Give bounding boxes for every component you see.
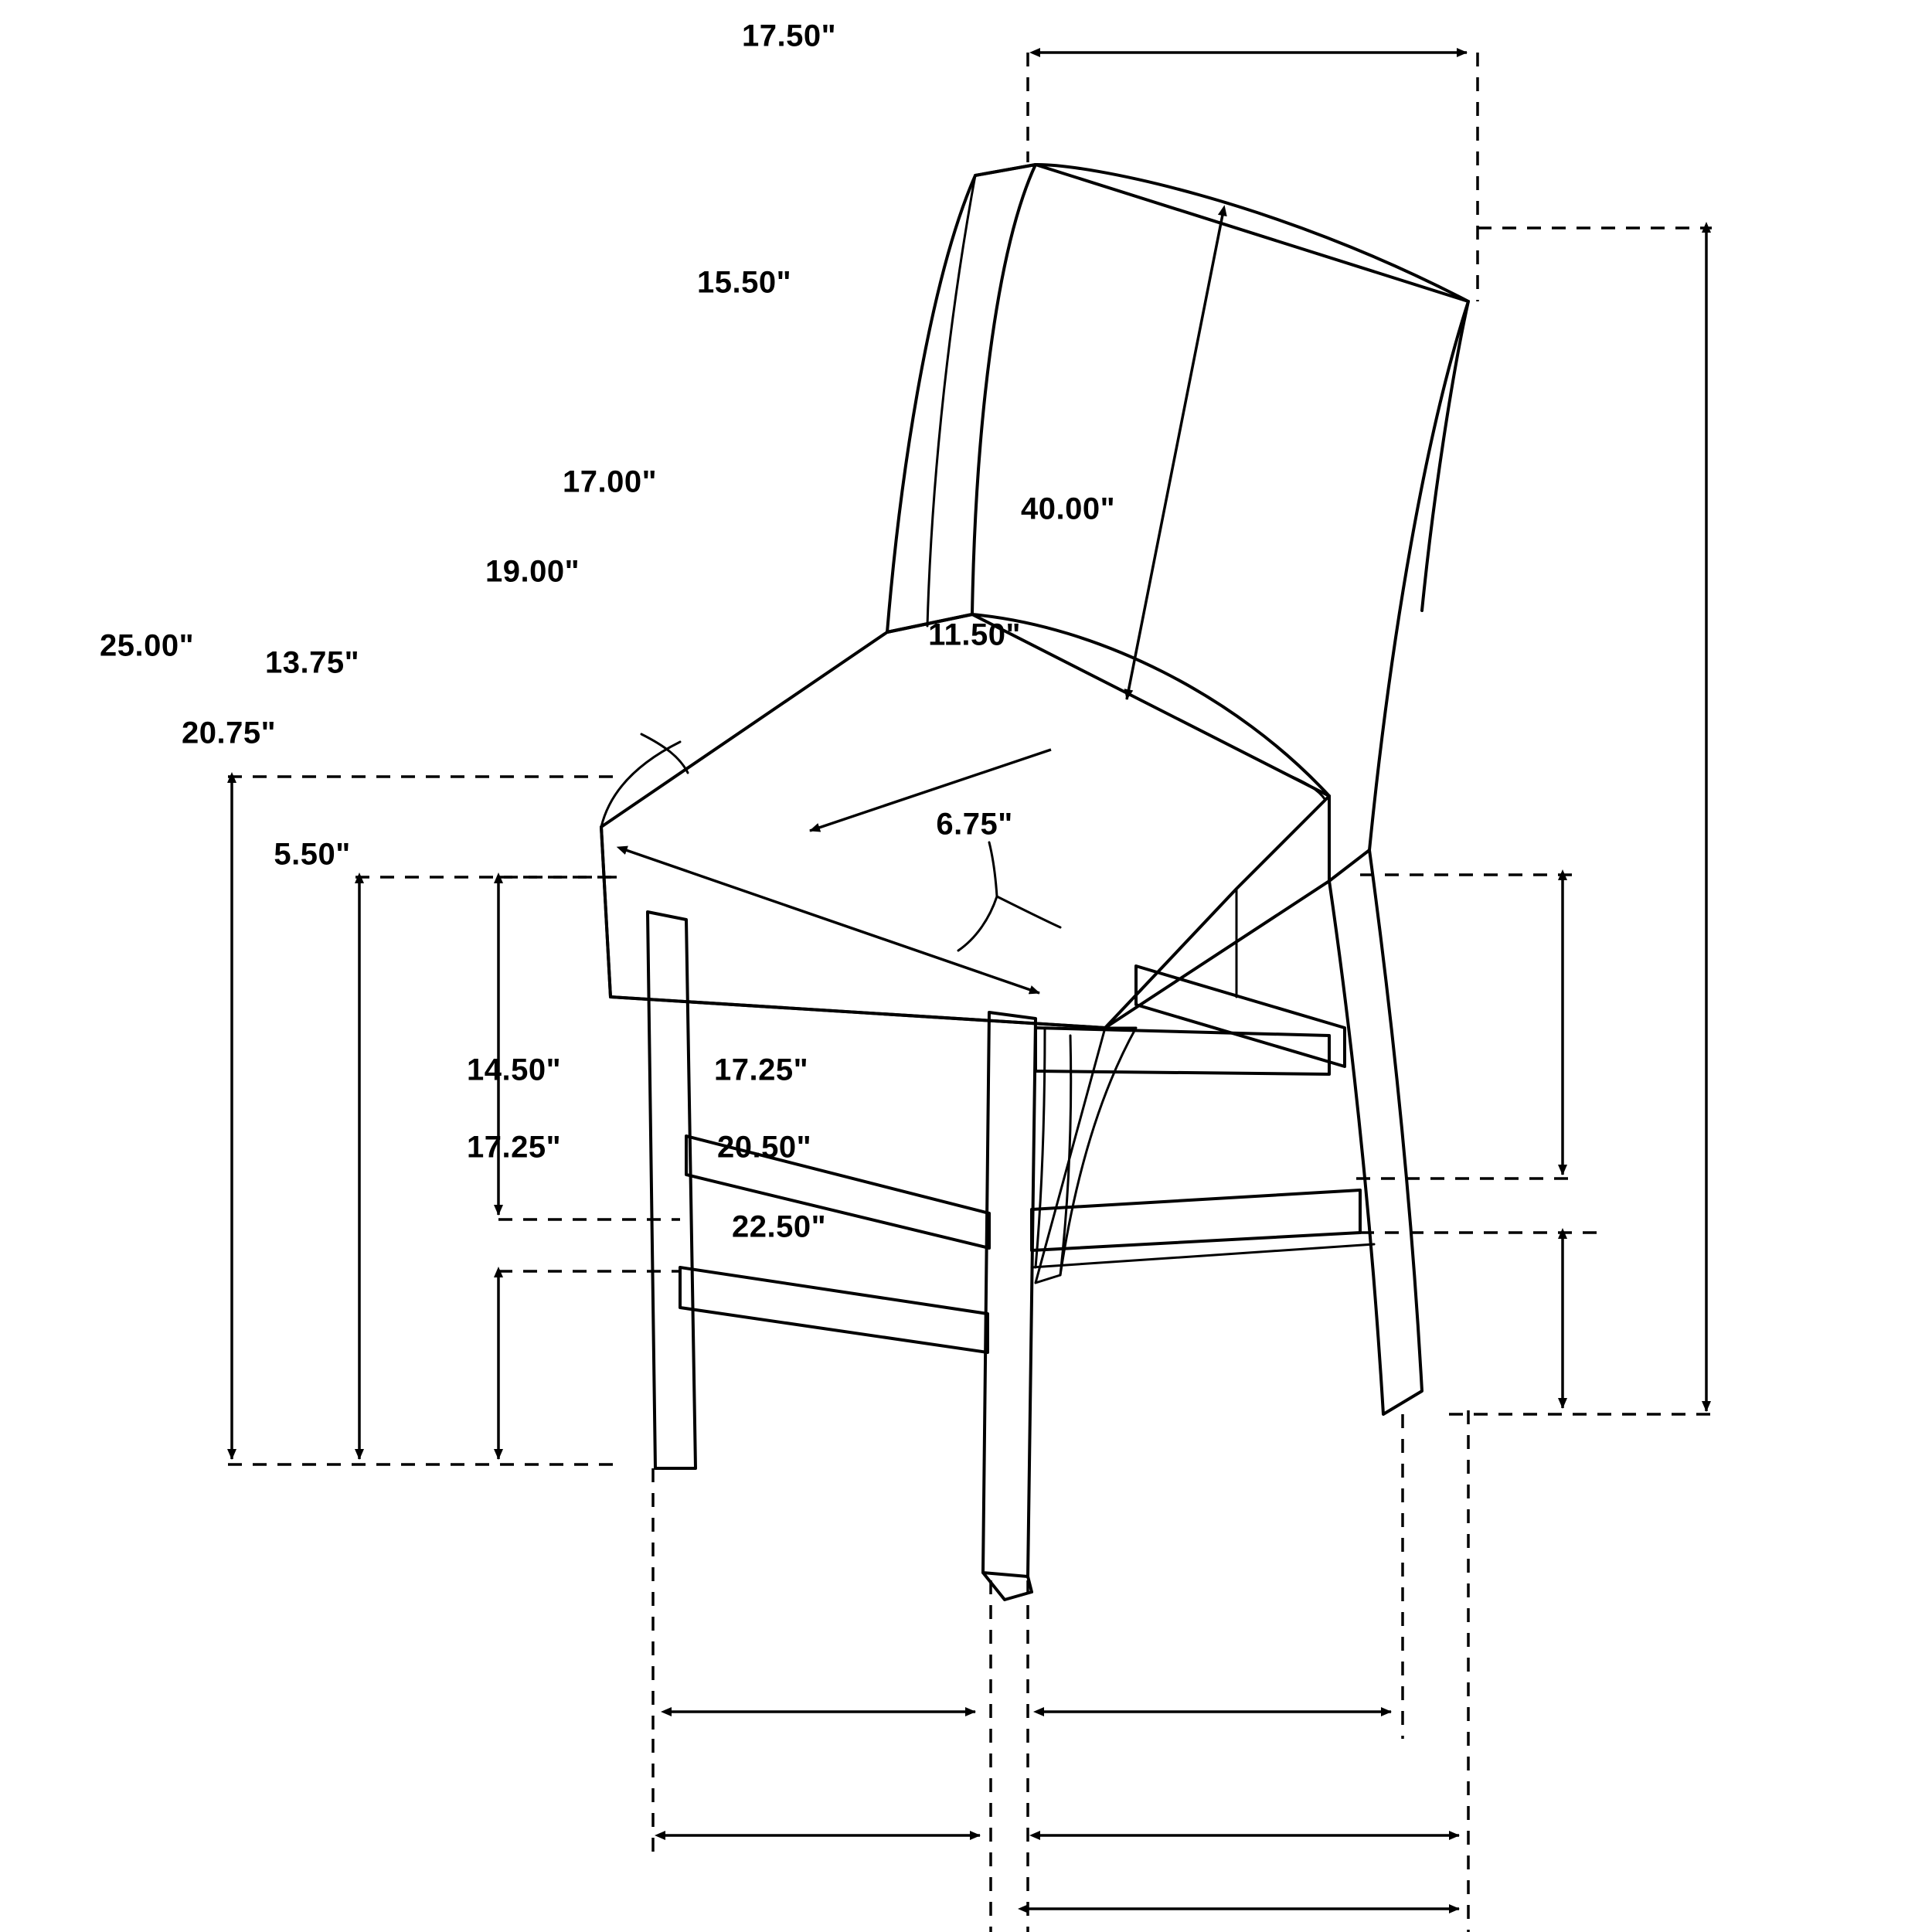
dimension-label-front-leg-spread: 14.50": [466, 1053, 562, 1087]
chair-back-right-edge: [887, 165, 1036, 632]
dimension-label-apron-height: 20.75": [181, 716, 277, 750]
dimension-label-right-depth: 20.50": [716, 1130, 812, 1165]
dimension-label-left-depth: 17.25": [466, 1130, 562, 1165]
dimension-label-side-leg-spread: 17.25": [713, 1053, 809, 1087]
upper-rear-stretcher: [1136, 966, 1345, 1066]
dimension-lines: [228, 53, 1712, 1932]
chair-outline: [601, 165, 1468, 1600]
upper-side-stretcher: [1036, 1028, 1329, 1074]
dimension-label-overall-height: 40.00": [1020, 492, 1116, 526]
dimension-label-seat-depth: 17.00": [562, 464, 658, 499]
front-right-leg: [983, 1012, 1036, 1577]
dimension-label-back-height: 15.50": [696, 265, 792, 300]
lower-front-stretcher: [680, 1267, 988, 1352]
dimension-label-side-upper-rail: 11.50": [928, 617, 1021, 652]
dimension-label-seat-width: 19.00": [485, 554, 580, 589]
dimension-label-lower-rail-height: 5.50": [274, 837, 351, 872]
dimension-label-front-rail-height: 13.75": [264, 645, 360, 680]
dimension-label-seat-height: 25.00": [99, 628, 195, 663]
dimension-label-side-lower-rail: 6.75": [936, 807, 1013, 842]
rear-right-leg: [1329, 850, 1422, 1414]
dimension-label-back-width-top: 17.50": [741, 19, 837, 53]
dimension-label-overall-width: 22.50": [731, 1209, 827, 1244]
